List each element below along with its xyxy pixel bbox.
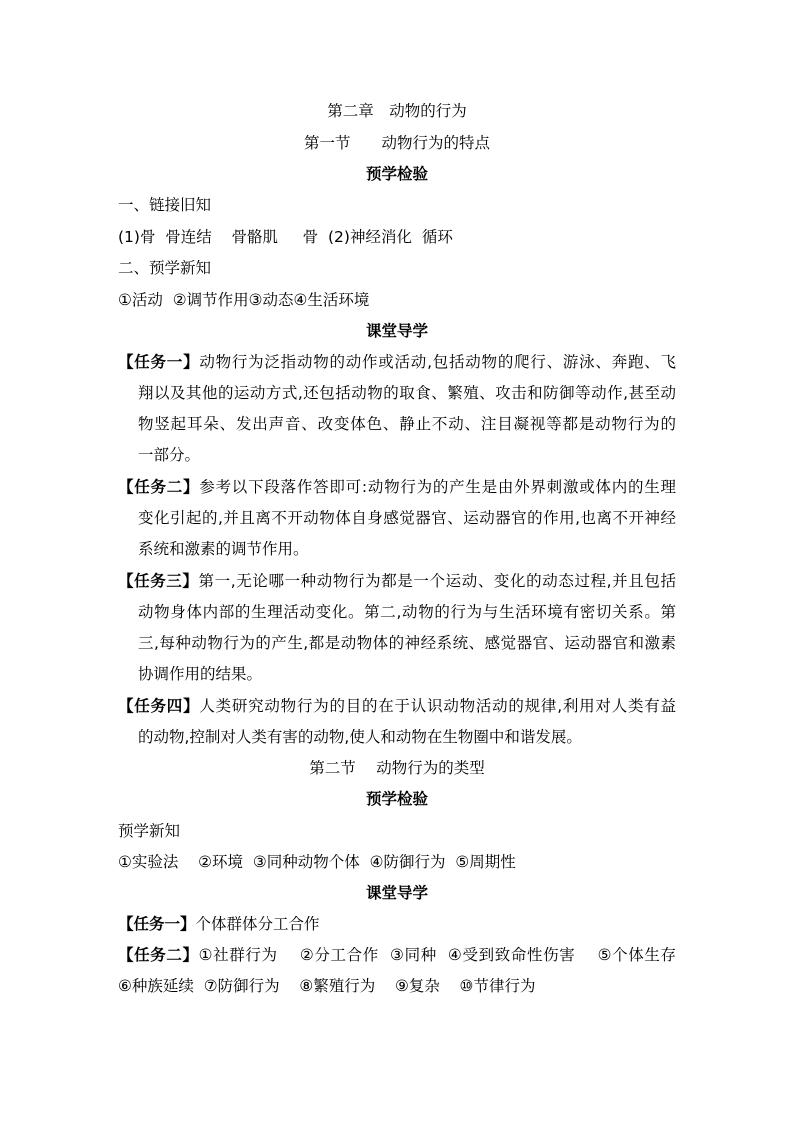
- task-tag: 【任务三】: [118, 572, 199, 590]
- task-text: ①社群行为 ②分工合作 ③同种 ④受到致命性伤害 ⑤个体生存: [198, 946, 676, 964]
- section-2-class-heading: 课堂导学: [365, 884, 428, 902]
- section-2-para-2: ①实验法 ②环境 ③同种动物个体 ④防御行为 ⑤周期性: [118, 853, 516, 871]
- section-2-task-1: [118, 909, 676, 940]
- section-2-title: 第二节 动物行为的类型: [309, 759, 485, 777]
- chapter-title: 第二章 动物的行为: [327, 102, 467, 120]
- task-text: 物竖起耳朵、发出声音、改变体色、静止不动、注目凝视等都是动物行为的: [138, 415, 676, 433]
- task-text: 协调作用的结果。: [138, 665, 263, 683]
- section-2-pre-heading: 预学检验: [365, 790, 428, 808]
- task-tag: 【任务二】: [118, 946, 199, 964]
- task-text: 变化引起的,并且离不开动物体自身感觉器官、运动器官的作用,也离不开神经: [138, 509, 676, 527]
- task-text: 的动物,控制对人类有害的动物,使人和动物在生物圈中和谐发展。: [138, 728, 582, 746]
- section-1-para-2: (1)骨 骨连结 骨骼肌 骨 (2)神经消化 循环: [118, 228, 453, 246]
- task-tag: 【任务四】: [118, 697, 200, 715]
- task-text: 三,每种动物行为的产生,都是动物体的神经系统、感觉器官、运动器官和激素: [138, 634, 676, 652]
- task-text: 动物身体内部的生理活动变化。第二,动物的行为与生活环境有密切关系。第: [138, 603, 676, 621]
- section-1-task-4: [118, 691, 676, 753]
- task-text: 参考以下段落作答即可:动物行为的产生是由外界刺激或体内的生理: [199, 478, 676, 496]
- task-text: 第一,无论哪一种动物行为都是一个运动、变化的动态过程,并且包括: [198, 572, 676, 590]
- task-text: 翔以及其他的运动方式,还包括动物的取食、繁殖、攻击和防御等动作,甚至动: [138, 384, 676, 402]
- task-text: 人类研究动物行为的目的在于认识动物活动的规律,利用对人类有益: [199, 697, 676, 715]
- section-1-task-2: [118, 472, 676, 565]
- task-text: ⑥种族延续 ⑦防御行为 ⑧繁殖行为 ⑨复杂 ⑩节律行为: [118, 977, 536, 995]
- task-tag: 【任务二】: [118, 478, 200, 496]
- section-1-class-heading: 课堂导学: [365, 322, 428, 340]
- task-tag: 【任务一】: [118, 915, 196, 933]
- section-1-pre-heading: 预学检验: [365, 165, 428, 183]
- task-text: 个体群体分工合作: [195, 915, 320, 933]
- section-1-task-3: [118, 566, 676, 690]
- section-1-task-1: [118, 347, 676, 471]
- task-text: 系统和激素的调节作用。: [138, 540, 309, 558]
- section-2-task-2: [118, 940, 676, 1002]
- section-1-title: 第一节 动物行为的特点: [303, 134, 490, 152]
- section-1-para-4: ①活动 ②调节作用③动态④生活环境: [118, 291, 370, 309]
- task-tag: 【任务一】: [118, 353, 200, 371]
- section-1-para-1: 一、链接旧知: [118, 196, 212, 214]
- task-text: 动物行为泛指动物的动作或活动,包括动物的爬行、游泳、奔跑、飞: [199, 353, 676, 371]
- section-2-para-1: 预学新知: [118, 822, 181, 840]
- section-1-para-3: 二、预学新知: [118, 259, 212, 277]
- task-text: 一部分。: [138, 446, 201, 464]
